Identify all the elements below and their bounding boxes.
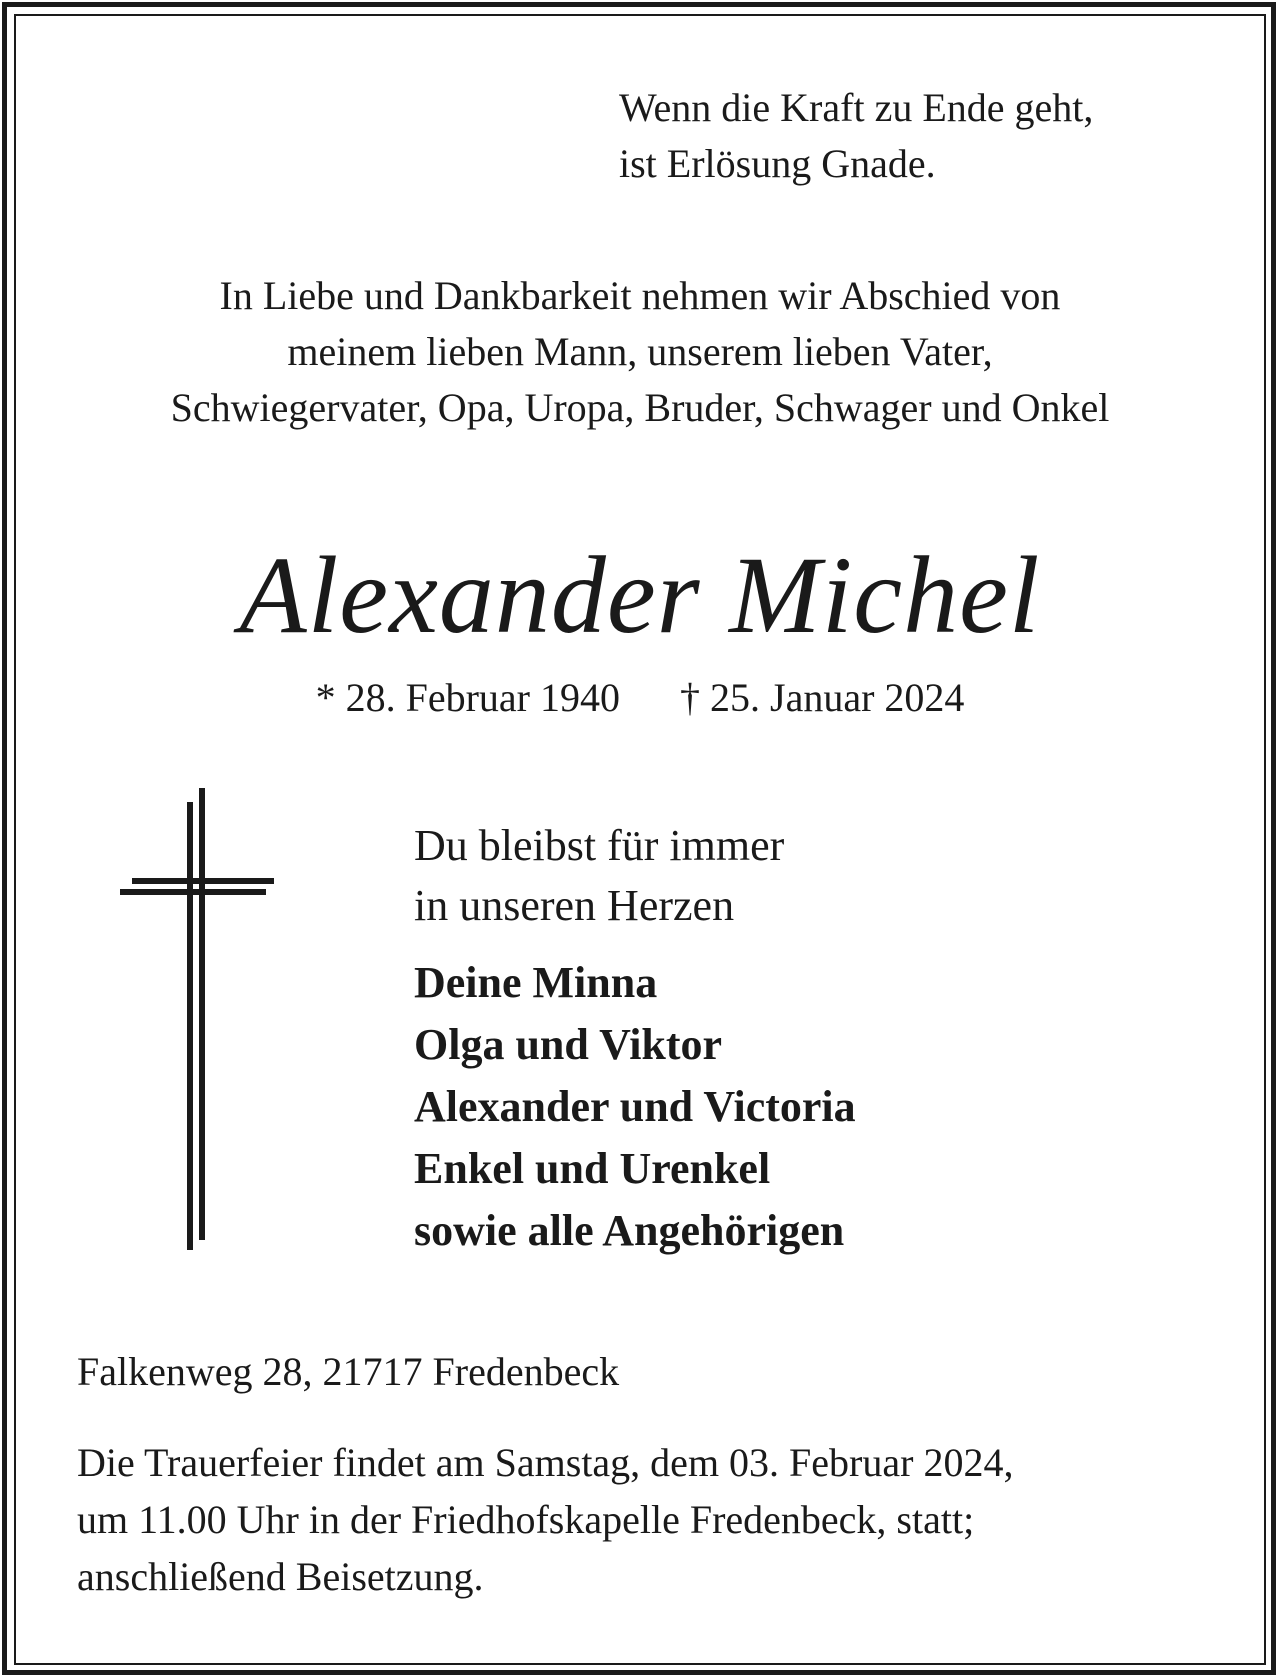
- farewell-line-1: Du bleibst für immer: [414, 821, 785, 870]
- mourner-name: sowie alle Angehörigen: [414, 1206, 845, 1255]
- motto-line-1: Wenn die Kraft zu Ende geht,: [619, 85, 1094, 130]
- deceased-name: Alexander Michel: [239, 534, 1041, 656]
- mourner-name: Deine Minna: [414, 958, 658, 1007]
- service-line-1: Die Trauerfeier findet am Samstag, dem 03. Februar 2024,: [77, 1440, 1014, 1485]
- intro-text: [0, 268, 1280, 436]
- motto-quote: [619, 80, 1093, 192]
- birth-date: * 28. Februar 1940: [315, 675, 620, 720]
- farewell-line-2: in unseren Herzen: [414, 881, 735, 930]
- service-line-3: anschließend Beisetzung.: [77, 1554, 484, 1599]
- motto-line-2: ist Erlösung Gnade.: [619, 141, 936, 186]
- farewell-text: [414, 816, 784, 936]
- intro-line-2: meinem lieben Mann, unserem lieben Vater,: [287, 329, 993, 374]
- intro-line-1: In Liebe und Dankbarkeit nehmen wir Abschied von: [219, 273, 1061, 318]
- family-address: Falkenweg 28, 21717 Fredenbeck: [77, 1349, 620, 1394]
- death-date: † 25. Januar 2024: [680, 675, 965, 720]
- mourner-name: Olga und Viktor: [414, 1020, 723, 1069]
- service-line-2: um 11.00 Uhr in der Friedhofskapelle Fredenbeck, statt;: [77, 1497, 975, 1542]
- intro-line-3: Schwiegervater, Opa, Uropa, Bruder, Schwager und Onkel: [170, 385, 1110, 430]
- cross-icon: [118, 788, 278, 1250]
- mourners-list: [414, 952, 856, 1262]
- service-info: [77, 1434, 1013, 1605]
- life-dates: [0, 672, 1280, 724]
- mourner-name: Alexander und Victoria: [414, 1082, 856, 1131]
- mourner-name: Enkel und Urenkel: [414, 1144, 771, 1193]
